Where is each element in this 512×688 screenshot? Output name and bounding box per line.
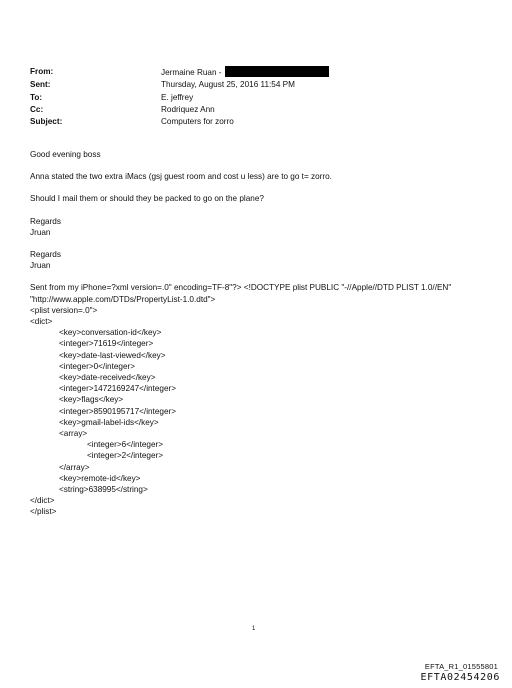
signature-1: Jruan — [30, 227, 51, 237]
sent-from-line-2: "http://www.apple.com/DTDs/PropertyList-1.0.dtd"> — [30, 294, 216, 304]
plist-line: <array> — [59, 429, 88, 439]
plist-line: <integer>0</integer> — [59, 361, 136, 371]
greeting: Good evening boss — [30, 150, 101, 159]
plist-block — [30, 305, 490, 518]
plist-line: <key>flags</key> — [59, 395, 124, 405]
redaction-box — [225, 66, 329, 77]
plist-line: <key>gmail-label-ids</key> — [59, 417, 159, 427]
header-row-to — [30, 92, 329, 104]
plist-line: <integer>8590195717</integer> — [59, 406, 177, 416]
plist-line: </dict> — [30, 496, 55, 506]
plist-line: <integer>71619</integer> — [59, 339, 154, 349]
from-name: Jermaine Ruan - — [161, 68, 222, 77]
email-header — [30, 66, 329, 128]
cc-value: Rodriquez Ann — [161, 104, 215, 114]
signature-2: Jruan — [30, 261, 51, 271]
header-row-from — [30, 66, 329, 79]
plist-line: <key>remote-id</key> — [59, 473, 141, 483]
subject-label: Subject: — [30, 117, 63, 127]
cc-label: Cc: — [30, 104, 44, 114]
plist-line: <string>638995</string> — [59, 485, 148, 495]
plist-line: <key>conversation-id</key> — [59, 328, 162, 338]
sent-value: Thursday, August 25, 2016 11:54 PM — [161, 80, 295, 90]
bates-stamp-primary: EFTA_R1_01555801 — [424, 662, 498, 671]
page-number: 1 — [252, 626, 256, 632]
from-label: From: — [30, 67, 54, 76]
plist-line: </plist> — [30, 507, 57, 517]
header-row-sent — [30, 79, 329, 91]
subject-value: Computers for zorro — [161, 117, 234, 127]
to-value: E. jeffrey — [161, 92, 194, 102]
body-line-imacs: Anna stated the two extra iMacs (gsj guest room and cost u less) are to go t= zorro. — [30, 172, 332, 182]
body-line-question: Should I mail them or should they be packed to go on the plane? — [30, 194, 264, 204]
plist-line: <key>date-last-viewed</key> — [59, 350, 166, 360]
from-value — [161, 66, 329, 79]
regards-1: Regards — [30, 216, 61, 226]
plist-line: <plist version=.0"> — [30, 305, 98, 315]
sent-from-line-1: Sent from my iPhone=?xml version=.0" encoding=TF-8"?> <!DOCTYPE plist PUBLIC "-//Apple//DTD PLIST 1.0//EN" — [30, 283, 452, 293]
plist-line: <key>date-received</key> — [59, 373, 156, 383]
plist-line: <integer>6</integer> — [87, 440, 164, 450]
email-body — [30, 149, 490, 518]
plist-line: </array> — [59, 462, 90, 472]
header-row-subject — [30, 116, 329, 128]
plist-line: <dict> — [30, 317, 53, 327]
plist-line: <integer>1472169247</integer> — [59, 384, 177, 394]
bates-stamp-secondary: EFTA02454206 — [420, 672, 500, 683]
sent-label: Sent: — [30, 80, 51, 90]
to-label: To: — [30, 92, 43, 102]
plist-line: <integer>2</integer> — [87, 451, 164, 461]
header-row-cc — [30, 104, 329, 116]
regards-2: Regards — [30, 250, 61, 260]
